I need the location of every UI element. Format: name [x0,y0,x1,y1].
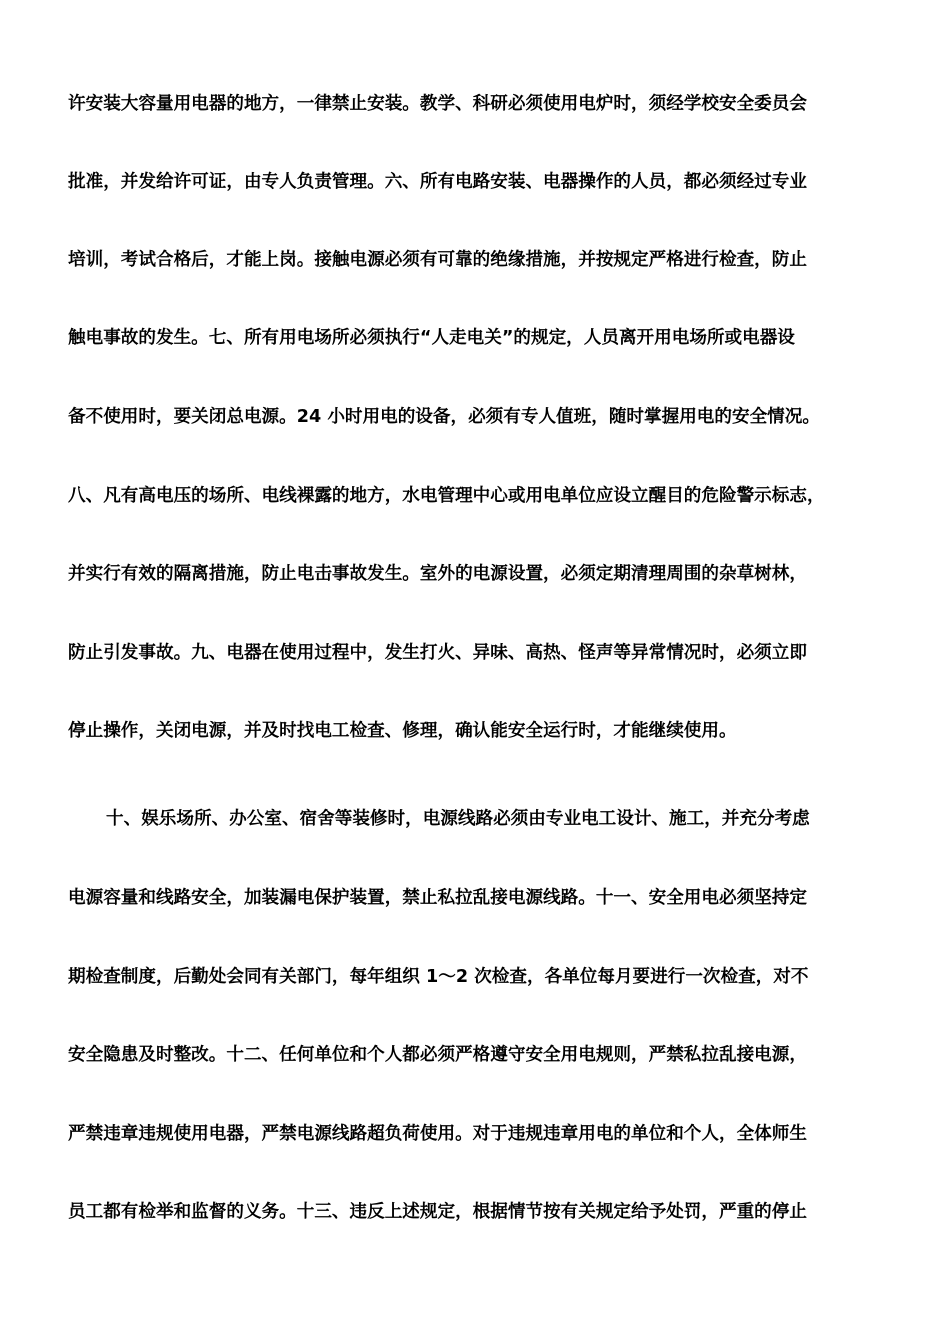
text-line: 八、凡有高电压的场所、电线裸露的地方，水电管理中心或用电单位应设立醒目的危险警示标志， [68,486,825,506]
text-line: 批准，并发给许可证，由专人负责管理。六、所有电路安装、电器操作的人员，都必须经过专业 [68,172,807,192]
text-line: 触电事故的发生。七、所有用电场所必须执行“人走电关”的规定，人员离开用电场所或电器设 [68,328,795,348]
paragraph-first-line: 十、娱乐场所、办公室、宿舍等装修时，电源线路必须由专业电工设计、施工，并充分考虑 [106,809,810,829]
text-line: 防止引发事故。九、电器在使用过程中，发生打火、异味、高热、怪声等异常情况时，必须立即 [68,643,807,663]
text-line: 停止操作，关闭电源，并及时找电工检查、修理，确认能安全运行时，才能继续使用。 [68,721,737,741]
text-line: 备不使用时，要关闭总电源。24 小时用电的设备，必须有专人值班，随时掌握用电的安全情况。 [68,407,820,427]
text-line: 并实行有效的隔离措施，防止电击事故发生。室外的电源设置，必须定期清理周围的杂草树林， [68,564,807,584]
text-line: 电源容量和线路安全，加装漏电保护装置，禁止私拉乱接电源线路。十一、安全用电必须坚持定 [68,888,807,908]
text-line: 安全隐患及时整改。十二、任何单位和个人都必须严格遵守安全用电规则，严禁私拉乱接电源， [68,1045,807,1065]
text-line: 许安装大容量用电器的地方，一律禁止安装。教学、科研必须使用电炉时，须经学校安全委员会 [68,94,807,114]
text-line: 培训，考试合格后，才能上岗。接触电源必须有可靠的绝缘措施，并按规定严格进行检查，防止 [68,250,807,270]
text-line: 严禁违章违规使用电器，严禁电源线路超负荷使用。对于违规违章用电的单位和个人，全体师生 [68,1124,807,1144]
text-line: 员工都有检举和监督的义务。十三、违反上述规定，根据情节按有关规定给予处罚，严重的停止 [68,1202,807,1222]
text-line: 期检查制度，后勤处会同有关部门，每年组织 1～2 次检查，各单位每月要进行一次检查，对不 [68,967,809,987]
